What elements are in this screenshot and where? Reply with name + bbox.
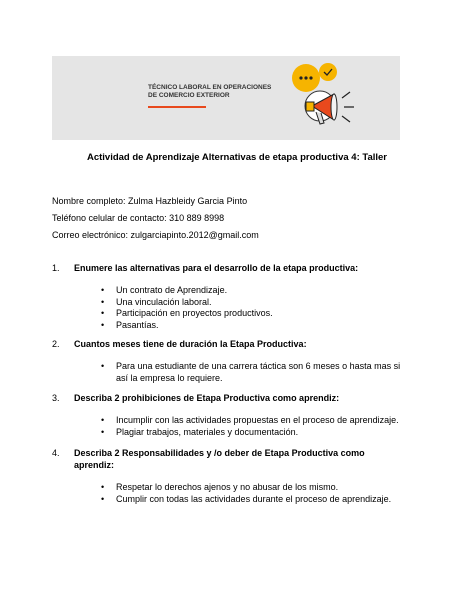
list-item: • Plagiar trabajos, materiales y documentación. (101, 427, 401, 439)
list-item: • Incumplir con las actividades propuestas en el proceso de aprendizaje. (101, 415, 401, 427)
list-item: • Una vinculación laboral. (101, 297, 401, 309)
accent-underline (148, 106, 206, 108)
header-banner (52, 56, 400, 140)
question-number: 2. (52, 339, 60, 349)
program-title-line1: TÉCNICO LABORAL EN OPERACIONES (148, 84, 272, 91)
question-text: Describa 2 Responsabilidades y /o deber de Etapa Productiva como aprendiz: (74, 448, 365, 470)
question-number: 3. (52, 393, 60, 403)
question-text: Cuantos meses tiene de duración la Etapa Productiva: (74, 339, 307, 349)
question-2 (52, 339, 394, 351)
question-text: Describa 2 prohibiciones de Etapa Productiva como aprendiz: (74, 393, 340, 403)
megaphone-speech-bubbles-illustration (284, 60, 374, 136)
answer-list-3 (101, 415, 401, 438)
answer-list-4 (101, 482, 401, 505)
answer-list-2 (101, 361, 401, 384)
list-item: • Participación en proyectos productivos. (101, 308, 401, 320)
list-item: • Respetar lo derechos ajenos y no abusar de los mismo. (101, 482, 401, 494)
phone-number: Teléfono celular de contacto: 310 889 8998 (52, 213, 225, 223)
question-number: 1. (52, 263, 60, 273)
full-name: Nombre completo: Zulma Hazbleidy Garcia Pinto (52, 196, 248, 206)
program-title-line2: DE COMERCIO EXTERIOR (148, 92, 230, 99)
answer-list-1 (101, 285, 401, 331)
list-item: • Un contrato de Aprendizaje. (101, 285, 401, 297)
list-item: • Cumplir con todas las actividades durante el proceso de aprendizaje. (101, 494, 401, 506)
list-item: • Para una estudiante de una carrera táctica son 6 meses o hasta mas si así la empresa lo requiere. (101, 361, 401, 384)
question-3 (52, 393, 394, 405)
question-1 (52, 263, 394, 275)
question-text: Enumere las alternativas para el desarrollo de la etapa productiva: (74, 263, 359, 273)
speech-bubble-small-icon (319, 63, 337, 81)
page-title: Actividad de Aprendizaje Alternativas de etapa productiva 4: Taller (86, 152, 388, 163)
question-number: 4. (52, 448, 60, 458)
question-4 (52, 448, 394, 471)
list-item: • Pasantías. (101, 320, 401, 332)
program-title (148, 84, 271, 100)
email-address: Correo electrónico: zulgarciapinto.2012@gmail.com (52, 230, 259, 240)
